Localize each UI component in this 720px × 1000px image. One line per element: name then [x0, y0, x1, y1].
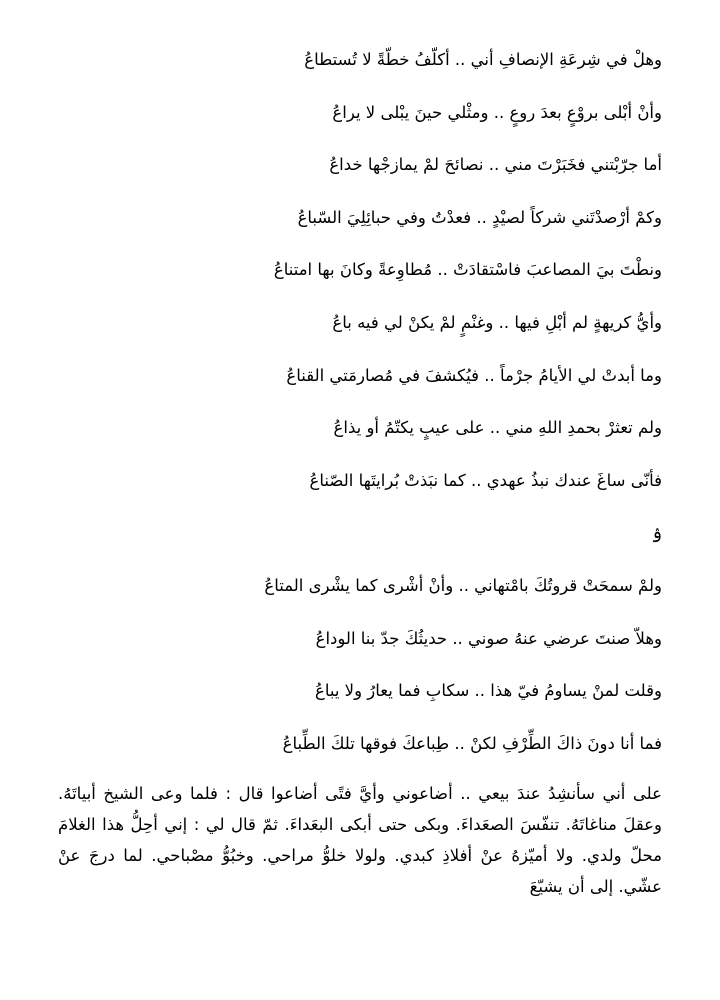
verse-line: ولمْ سمحَتْ قروتُكَ بامْتهاني .. وأنْ أشْرى كما يشْرى المتاعُ [264, 575, 662, 595]
section-mark: ۉ [651, 522, 662, 544]
verse-line: ولم تعثرْ بحمدِ اللهِ مني .. على عيبٍ يكتّمُ أو يذاعُ [333, 418, 662, 438]
poem-verses [62, 42, 662, 778]
verse-line: فما أنا دونَ ذاكَ الطِّرْفِ لكنْ .. طِباعكَ فوقها تلكَ الطِّباعُ [282, 733, 662, 753]
verse-line: وهلاّ صنتَ عرضي عنهُ صوني .. حديثُكَ جدّ بنا الوداعُ [315, 628, 662, 648]
verse-line: وقلت لمنْ يساومُ فيّ هذا .. سكابِ فما يعارُ ولا يباعُ [314, 681, 662, 701]
verse-line: وما أبدتْ لي الأيامُ جرْماً .. فيُكشفَ في مُصارمَتي القناعُ [286, 365, 662, 385]
verse-line: فأنّى ساغَ عندك نبذُ عهدي .. كما نبَذتْ بُرايتَها الصّناعُ [309, 470, 662, 490]
verse-line: وكمْ أرْصدْتَني شركاً لصيْدٍ .. فعدْتُ وفي حبائِلِيَ السّباعُ [297, 207, 662, 227]
verse-line: أما جرّبْتني فخَبَرْتَ مني .. نصائحَ لمْ يمازجْها خداعُ [329, 155, 662, 175]
verse-line: وهلْ في شِرعَةِ الإنصافِ أني .. أكلّفُ خطّةً لا تُستطاعُ [304, 50, 662, 69]
verse-line: وأنْ أبْلى بروْعٍ بعدَ روعٍ .. ومثْلي حينَ يبْلى لا يراعُ [332, 102, 662, 122]
prose-paragraph: على أني سأنشِدُ عندَ بيعي .. أضاعوني وأيَّ فتًى أضاعوا قال : فلما وعى الشيخ أبياتَهُ. وعقلَ مناغاتَهُ. تنفّسَ الصعَداءَ. وبكى حتى أبكى البعَداءَ. ثمّ قال لي : إني أحِلُّ هذا الغلامَ محلّ ولدي. ولا أميّزهُ عنْ أفلاذِ كبدي. ولولا خلوُّ مراحي. وخبُوُّ مصْباحي. لما درجَ عنْ عشّي. إلى أن يشيّعَ [58, 784, 662, 896]
verse-line: وأيُّ كريهةٍ لم أبْلِ فيها .. وغنْمٍ لمْ يكنْ لي فيه باعُ [332, 312, 662, 332]
verse-line: ونطْتَ بيَ المصاعبَ فاسْتقادَتْ .. مُطاوِعةً وكانَ بها امتناعُ [273, 260, 662, 280]
